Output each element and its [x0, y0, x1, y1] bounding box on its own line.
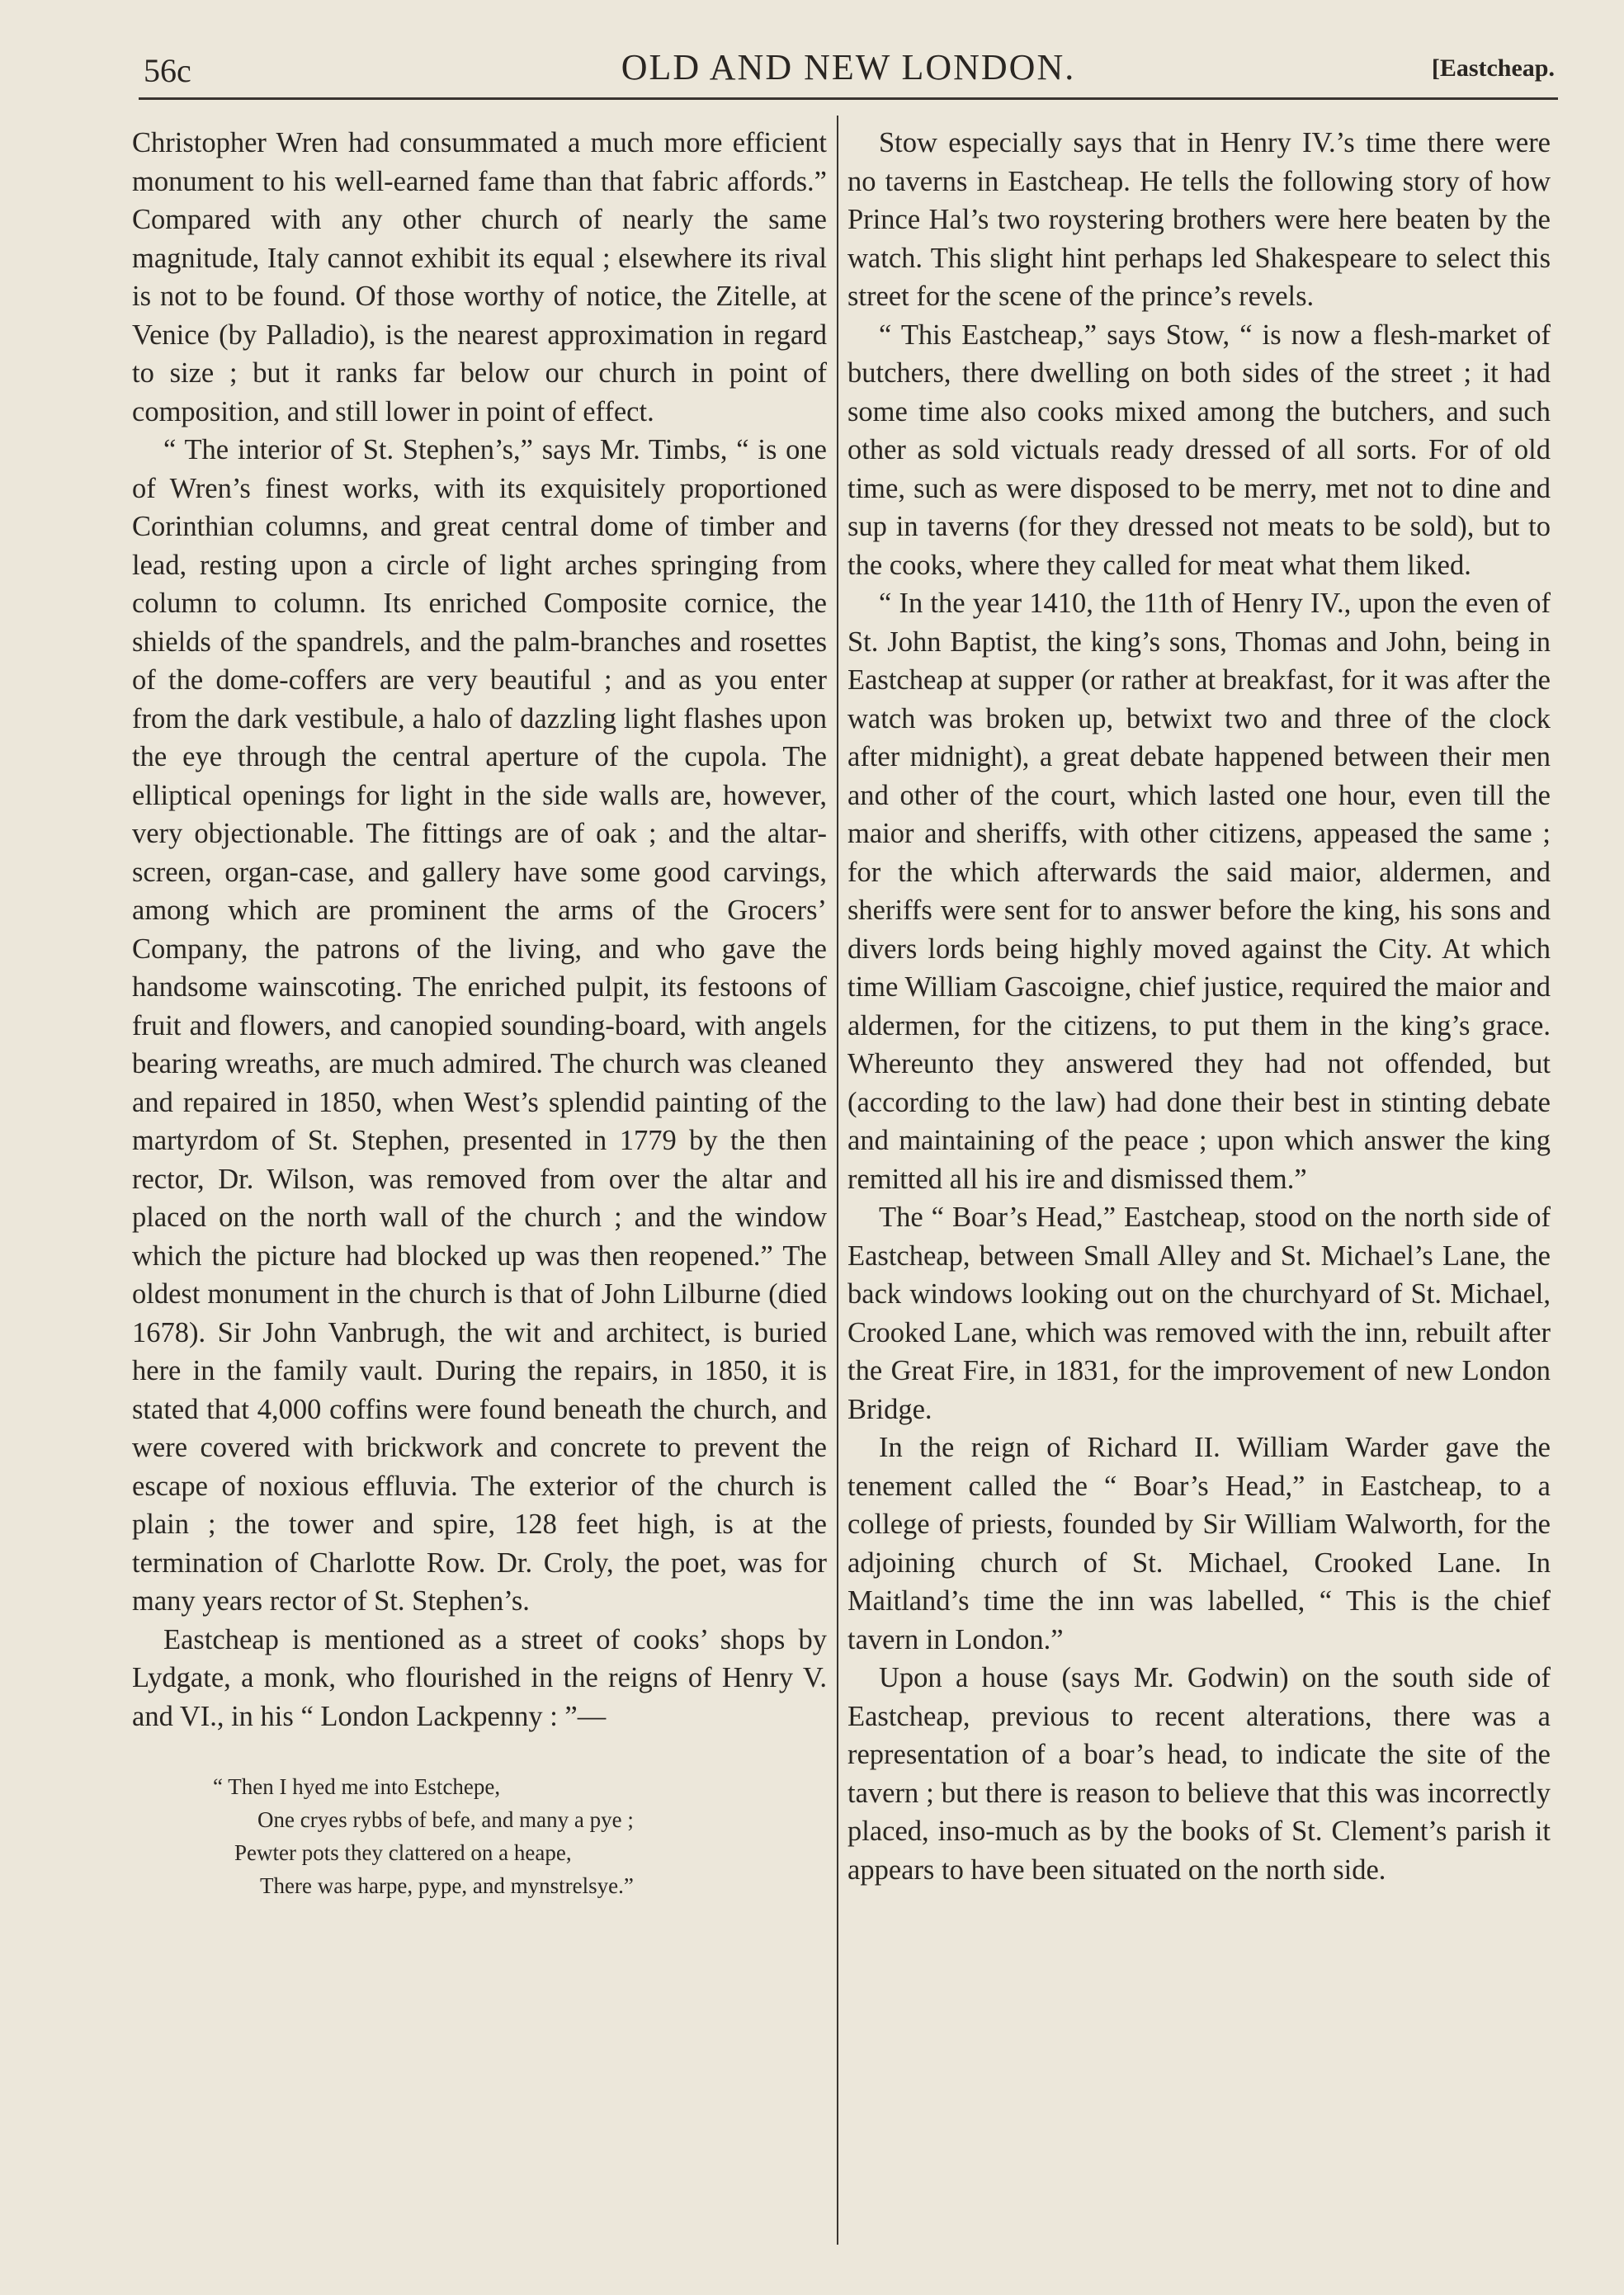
- paragraph: Eastcheap is mentioned as a street of cooks’ shops by Lydgate, a monk, who flourished in the reigns of Henry V. and VI., in his “ London Lackpenny : ”—: [132, 1623, 827, 1732]
- paragraph: “ This Eastcheap,” says Stow, “ is now a flesh-market of butchers, there dwelling on both sides of the street ; it had some time also cooks mixed among the butchers, and such other as sold victuals ready dressed of all sorts. For of old time, such as were disposed to be merry, met not to dine and sup in taverns (for they dressed not meats to be sold), but to the cooks, where they called for meat what them liked.: [847, 319, 1551, 581]
- verse-line: One cryes rybbs of befe, and many a pye ;: [257, 1807, 634, 1832]
- paragraph: “ In the year 1410, the 11th of Henry IV., upon the even of St. John Baptist, the king’s sons, Thomas and John, being in Eastcheap at supper (or rather at breakfast, for it was after the watch was broken up, betwixt two and three of the clock after midnight), a great debate happened between their men and other of the court, which lasted one hour, even till the maior and sheriffs, with other citizens, appeased the same ; for the which afterwards the said maior, aldermen, and sheriffs were sent for to answer before the king, his sons and divers lords being highly moved against the City. At which time William Gascoigne, chief justice, required the maior and aldermen, for the citizens, to put them in the king’s grace. Whereunto they answered they had not offended, but (according to the law) had done their best in stinting debate and maintaining of the peace ; upon which answer the king remitted all his ire and dismissed them.”: [847, 588, 1551, 1195]
- header-rule: [139, 97, 1558, 100]
- verse-line: There was harpe, pype, and mynstrelsye.”: [260, 1873, 634, 1898]
- right-column: [847, 124, 1551, 1889]
- paragraph: In the reign of Richard II. William Warder gave the tenement called the “ Boar’s Head,” in Eastcheap, to a college of priests, founded by Sir William Walworth, for the adjoining church of St. Michael, Crooked Lane. In Maitland’s time the inn was labelled, “ This is the chief tavern in London.”: [847, 1432, 1551, 1655]
- paragraph: Christopher Wren had consummated a much more efficient monument to his well-earned fame than that fabric affords.” Compared with any other church of nearly the same magnitude, Italy cannot exhibit its equal ; elsewhere its rival is not to be found. Of those worthy of notice, the Zitelle, at Venice (by Palladio), is the nearest approximation in regard to size ; but it ranks far below our church in point of composition, and still lower in point of effect.: [132, 127, 827, 427]
- paragraph: The “ Boar’s Head,” Eastcheap, stood on the north side of Eastcheap, between Small Alley and St. Michael’s Lane, the back windows looking out on the churchyard of St. Michael, Crooked Lane, which was removed with the inn, rebuilt after the Great Fire, in 1831, for the improvement of new London Bridge.: [847, 1202, 1551, 1425]
- verse-line: Pewter pots they clattered on a heape,: [234, 1840, 572, 1865]
- verse-quotation: [132, 1770, 827, 1902]
- page-number: 56c: [144, 52, 191, 89]
- section-name: [Eastcheap.: [1431, 54, 1555, 82]
- paragraph: Stow especially says that in Henry IV.’s time there were no taverns in Eastcheap. He tells the following story of how Prince Hal’s two roystering brothers were here beaten by the watch. This slight hint perhaps led Shakespeare to select this street for the scene of the prince’s revels.: [847, 127, 1551, 312]
- paragraph: “ The interior of St. Stephen’s,” says Mr. Timbs, “ is one of Wren’s finest works, with its exquisitely proportioned Corinthian columns, and great central dome of timber and lead, resting upon a circle of light arches springing from column to column. Its enriched Composite cornice, the shields of the spandrels, and the palm-branches and rosettes of the dome-coffers are very beautiful ; and as you enter from the dark vestibule, a halo of dazzling light flashes upon the eye through the central aperture of the cupola. The elliptical openings for light in the side walls are, however, very objectionable. The fittings are of oak ; and the altar-screen, organ-case, and gallery have some good carvings, among which are prominent the arms of the Grocers’ Company, the patrons of the living, and who gave the handsome wainscoting. The enriched pulpit, its festoons of fruit and flowers, and canopied sounding-board, with angels bearing wreaths, are much admired. The church was cleaned and repaired in 1850, when West’s splendid painting of the martyrdom of St. Stephen, presented in 1779 by the then rector, Dr. Wilson, was removed from over the altar and placed on the north wall of the church ; and the window which the picture had blocked up was then reopened.” The oldest monument in the church is that of John Lilburne (died 1678). Sir John Vanbrugh, the wit and architect, is buried here in the family vault. During the repairs, in 1850, it is stated that 4,000 coffins were found beneath the church, and were covered with brickwork and concrete to prevent the escape of noxious effluvia. The exterior of the church is plain ; the tower and spire, 128 feet high, is at the termination of Charlotte Row. Dr. Croly, the poet, was for many years rector of St. Stephen’s.: [132, 434, 827, 1617]
- verse-line: “ Then I hyed me into Estchepe,: [213, 1774, 501, 1799]
- left-column: [132, 124, 827, 1902]
- column-rule: [837, 116, 838, 2245]
- running-head: [139, 43, 1558, 101]
- paragraph: Upon a house (says Mr. Godwin) on the south side of Eastcheap, previous to recent alterations, there was a representation of a boar’s head, to indicate the site of the tavern ; but there is reason to believe that this was incorrectly placed, inso-much as by the books of St. Clement’s parish it appears to have been situated on the north side.: [847, 1662, 1551, 1886]
- running-title: OLD AND NEW LONDON.: [621, 47, 1076, 87]
